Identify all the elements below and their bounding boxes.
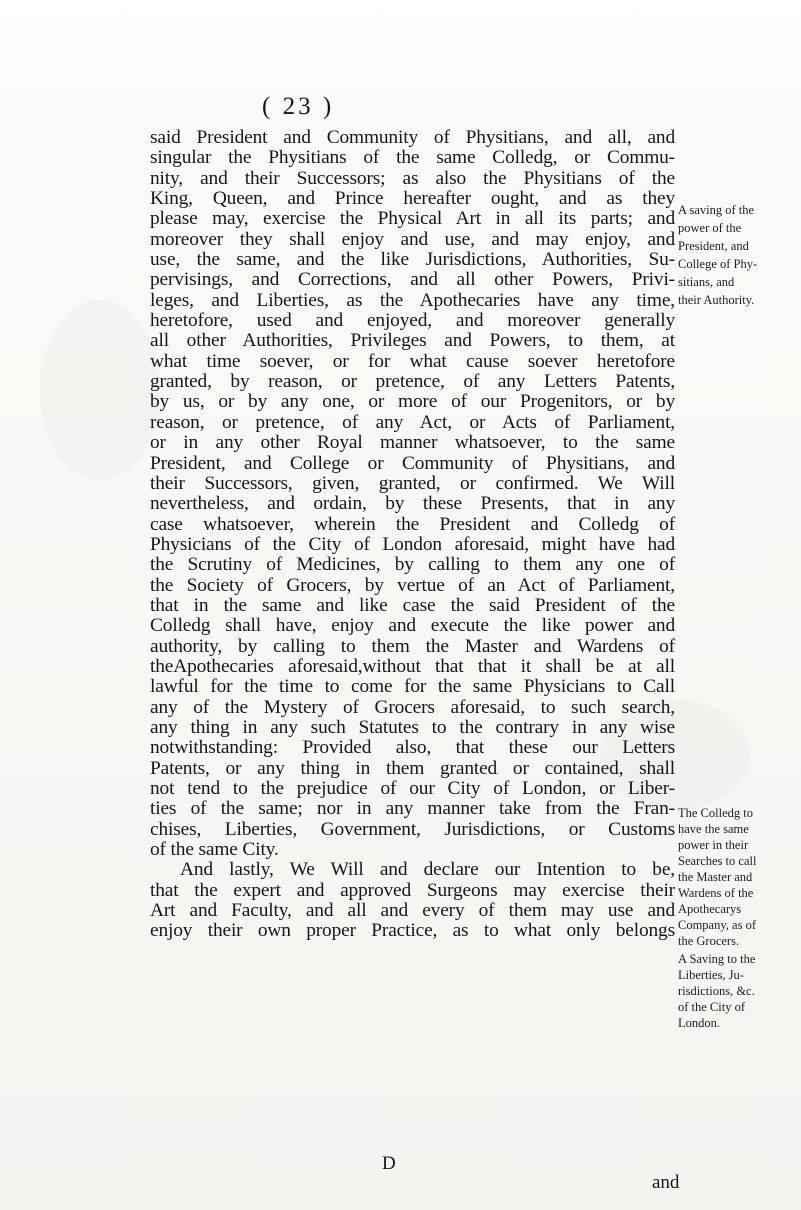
body-text — [150, 128, 675, 942]
margin-note-line: The Colledg to — [678, 806, 753, 820]
text-line: use, the same, and the like Jurisdictions, Authorities, Su- — [150, 249, 675, 271]
text-line: Art and Faculty, and all and every of them may use and — [150, 900, 675, 922]
text-line: Patents, or any thing in them granted or contained, shall — [150, 757, 675, 779]
margin-note-line: risdictions, &c. — [678, 984, 755, 998]
text-line: please may, exercise the Physical Art in all its parts; and — [150, 208, 675, 230]
text-line: all other Authorities, Privileges and Powers, to them, at — [150, 330, 675, 352]
text-line: President, and College or Community of Physitians, and — [150, 452, 675, 474]
text-line: that in the same and like case the said President of the — [150, 594, 675, 616]
page-top-margin — [0, 0, 801, 88]
text-line: the Scrutiny of Medicines, by calling to them any one of — [150, 554, 675, 576]
text-line: moreover they shall enjoy and use, and may enjoy, and — [150, 228, 675, 250]
paper-stain — [40, 300, 160, 480]
margin-note-line: President, and — [678, 239, 749, 253]
text-line: any of the Mystery of Grocers aforesaid, to such search, — [150, 696, 675, 718]
margin-note-line: Wardens of the — [678, 886, 754, 900]
margin-note-line: their Authority. — [678, 293, 755, 307]
text-line: theApothecaries aforesaid,without that that it shall be at all — [150, 655, 675, 677]
text-line: singular the Physitians of the same Colledg, or Commu- — [150, 147, 675, 169]
text-line: nity, and their Successors; as also the Physitians of the — [150, 167, 675, 189]
text-line: nevertheless, and ordain, by these Presents, that in any — [150, 493, 675, 515]
text-line: King, Queen, and Prince hereafter ought, and as they — [150, 188, 675, 210]
text-line: chises, Liberties, Government, Jurisdictions, or Customs — [150, 818, 675, 840]
margin-note-line: power of the — [678, 221, 742, 235]
text-line: of the same City. — [150, 839, 279, 861]
margin-note-line: Company, as of — [678, 918, 756, 932]
margin-note-line: Liberties, Ju- — [678, 968, 744, 982]
text-line: the Society of Grocers, by vertue of an Act of Parliament, — [150, 574, 675, 596]
text-line: any thing in any such Statutes to the contrary in any wise — [150, 716, 675, 738]
margin-note-line: sitians, and — [678, 275, 735, 289]
margin-note-line: have the same — [678, 822, 749, 836]
text-line: notwithstanding: Provided also, that these our Letters — [150, 737, 675, 759]
text-line: their Successors, given, granted, or confirmed. We Will — [150, 472, 675, 494]
margin-note-line: Searches to call — [678, 854, 757, 868]
text-line: Colledg shall have, enjoy and execute the like power and — [150, 615, 675, 637]
text-line: Physicians of the City of London aforesaid, might have had — [150, 533, 675, 555]
text-line: reason, or pretence, of any Act, or Acts of Parliament, — [150, 411, 675, 433]
text-line: or in any other Royal manner whatsoever, to the same — [150, 432, 675, 454]
margin-note-line: London. — [678, 1016, 721, 1030]
text-line: by us, or by any one, or more of our Progenitors, or by — [150, 391, 675, 413]
text-line: And lastly, We Will and declare our Intention to be, — [180, 859, 675, 881]
margin-note-line: the Master and — [678, 870, 753, 884]
text-line: not tend to the prejudice of our City of London, or Liber- — [150, 778, 675, 799]
text-line: ties of the same; nor in any manner take from the Fran- — [150, 798, 675, 820]
text-line: leges, and Liberties, as the Apothecaries have any time, — [150, 289, 675, 311]
margin-note-line: College of Phy- — [678, 257, 758, 271]
text-line: lawful for the time to come for the same Physicians to Call — [150, 676, 675, 698]
text-line: that the expert and approved Surgeons may exercise their — [150, 879, 675, 901]
signature-mark: D — [382, 1153, 396, 1174]
text-line: what time soever, or for what cause soever heretofore — [150, 350, 675, 372]
text-line: enjoy their own proper Practice, as to what only belongs — [150, 920, 675, 942]
margin-note-line: of the City of — [678, 1000, 746, 1014]
text-line: heretofore, used and enjoyed, and moreover generally — [150, 310, 675, 332]
margin-note-line: power in their — [678, 838, 749, 852]
text-line: granted, by reason, or pretence, of any Letters Patents, — [150, 371, 675, 393]
text-line: pervisings, and Corrections, and all other Powers, Privi- — [150, 269, 675, 291]
margin-note-line: Apothecarys — [678, 902, 742, 916]
margin-note-line: the Grocers. — [678, 934, 740, 948]
text-line: case whatsoever, wherein the President and Colledg of — [150, 513, 675, 535]
margin-note-line: A saving of the — [678, 203, 755, 217]
text-line: authority, by calling to them the Master and Wardens of — [150, 635, 675, 657]
page-number: ( 23 ) — [262, 93, 335, 120]
margin-note-line: A Saving to the — [678, 952, 756, 966]
text-line: said President and Community of Physitians, and all, and — [150, 127, 675, 148]
catchword: and — [652, 1172, 680, 1193]
